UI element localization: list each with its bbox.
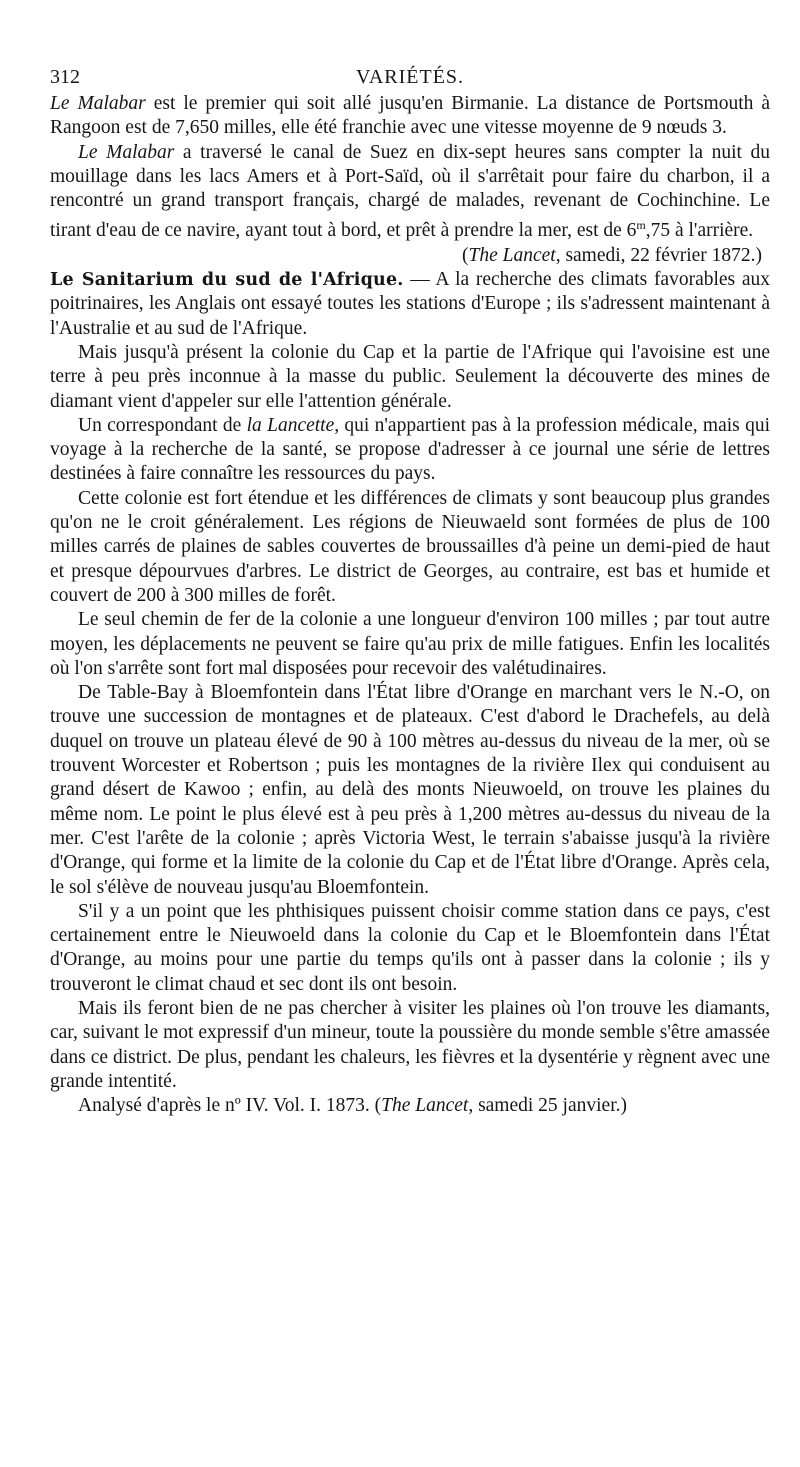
paragraph-correspondent: Un correspondant de la Lancette, qui n'appartient pas à la profession médicale, mais qui voyage à la recherche de la santé, se propose d'adresser à ce journal une série de lettres destinées à faire connaître les ressources du pays. [50, 414, 770, 485]
journal-name: la Lancette [246, 414, 335, 436]
journal-name: The Lancet [468, 244, 556, 266]
paragraph-geography: De Table-Bay à Bloemfontein dans l'État libre d'Orange en marchant vers le N.-O, on trouve une succession de montagnes et de plateaux. C'est d'abord le Drachefels, au delà duquel on trouve un plateau élevé de 90 à 100 mètres au-dessus du niveau de la mer, où se trouvent Worcester et Robertson ; puis les montagnes de la rivière Ilex qui conduisent au grand désert de Kawoo ; enfin, au delà des monts Nieuwoeld, on trouve les plaines du même nom. Le point le plus élevé est à peu près à 1,200 mètres au-dessus du niveau de la mer. C'est l'arête de la colonie ; après Victoria West, le terrain s'abaisse jusqu'à la rivière d'Orange, qui forme et la limite de la colonie du Cap et de l'État libre d'Orange. Après cela, le sol s'élève de nouveau jusqu'au Bloemfontein. [50, 682, 770, 898]
paragraph-text: — A la recherche des climats favorables aux poitrinaires, les Anglais ont essayé toutes les stations d'Europe ; ils s'adressent maintenant à l'Australie et au sud de l'Afrique. [50, 269, 770, 339]
running-title: VARIÉTÉS. [355, 66, 465, 88]
paragraph-text: est le premier qui soit allé jusqu'en Birmanie. La distance de Portsmouth à Rangoon est de 7,650 milles, elle été franchie avec une vitesse moyenne de 9 nœuds 3. [50, 93, 771, 139]
source-citation: (The Lancet, samedi, 22 février 1872.) [461, 244, 762, 266]
paragraph-station: S'il y a un point que les phthisiques puissent choisir comme station dans ce pays, c'est certainement entre le Nieuwoeld dans la colonie du Cap et le Bloemfontein dans l'État d'Orange, au moins pour une partie du temps qu'ils ont à passer dans la colonie ; ils y trouveront le climat chaud et sec dont ils ont besoin. [50, 900, 770, 995]
paragraph-malabar-suez [50, 141, 770, 244]
closing-citation: Analysé d'après le nº IV. Vol. I. 1873. (The Lancet, samedi 25 janvier.) [78, 1095, 627, 1117]
unit-superscript: m [636, 218, 646, 233]
journal-name: The Lancet [381, 1095, 469, 1117]
ship-name: Le Malabar [50, 93, 146, 114]
paragraph-text: ,75 à l'arrière. [645, 220, 754, 242]
ship-name: Le Malabar [78, 141, 175, 163]
document-page [50, 62, 770, 1118]
citation-date: , samedi, 22 février 1872.) [555, 244, 762, 266]
paragraph-railway: Le seul chemin de fer de la colonie a une longueur d'environ 100 milles ; par tout autre moyen, les déplacements ne peuvent se faire qu'au prix de mille fatigues. Enfin les localités où l'on s'arrête sont fort mal disposées pour recevoir des valétudinaires. [50, 609, 770, 679]
paragraph-sanitarium-intro [50, 268, 770, 341]
section-title: Le Sanitarium du sud de l'Afrique. [50, 270, 404, 291]
paragraph-malabar-distance [50, 92, 770, 141]
paragraph-cap-colony: Mais jusqu'à présent la colonie du Cap et la partie de l'Afrique qui l'avoisine est une terre à peu près inconnue à la masse du public. Seulement la découverte des mines de diamant vient d'appeler sur elle l'attention générale. [50, 341, 770, 412]
paragraph-text: a traversé le canal de Suez en dix-sept heures sans compter la nuit du mouillage dans les lacs Amers et à Port-Saïd, où il s'arrêtait pour faire du charbon, il a rencontré un grand transport français, chargé de malades, revenant de Cochinchine. Le tirant d'eau de ce navire, ayant tout à bord, et prêt à prendre la mer, est de 6 [50, 141, 770, 242]
page-number: 312 [50, 66, 80, 88]
paragraph-climates: Cette colonie est fort étendue et les différences de climats y sont beaucoup plus grandes qu'on ne le croit généralement. Les régions de Nieuwaeld sont formées de plus de 100 milles carrés de plaines de sables couvertes de broussailles d'à peine un demi-pied de haut et presque dépourvues d'arbres. Le district de Georges, au contraire, est bas et humide et couvert de 200 à 300 milles de forêt. [50, 487, 770, 606]
paragraph-diamond-plains: Mais ils feront bien de ne pas chercher à visiter les plaines où l'on trouve les diamants, car, suivant le mot expressif d'un mineur, toute la poussière du monde semble s'être amassée dans ce district. De plus, pendant les chaleurs, les fièvres et la dysentérie y règnent avec une grande intentité. [50, 997, 770, 1092]
running-header [50, 62, 770, 92]
